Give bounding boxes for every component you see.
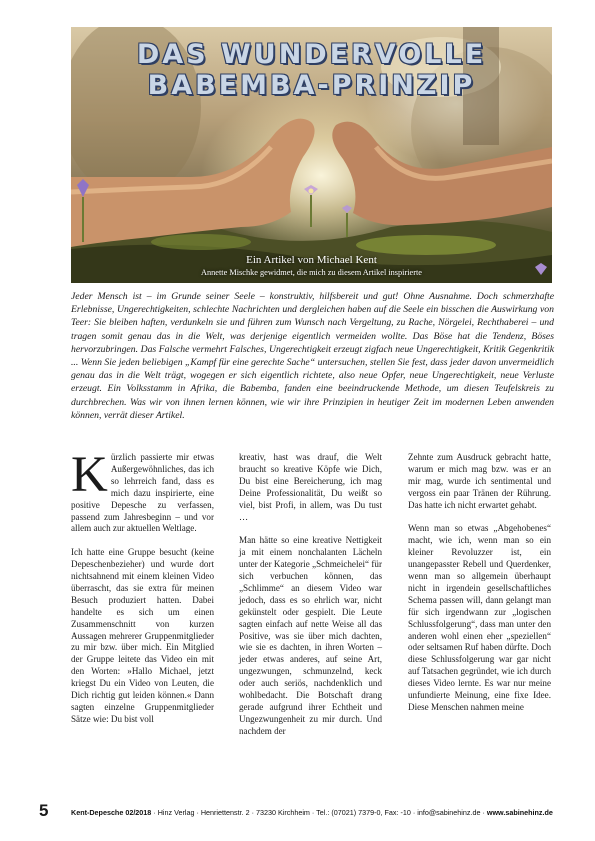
column-2 [239, 452, 382, 750]
dedication: Annette Mischke gewidmet, die mich zu diesem Artikel inspirierte [201, 268, 422, 277]
column-1 [71, 447, 214, 738]
footer [71, 808, 553, 817]
page-number: 5 [39, 801, 49, 820]
paragraph [71, 447, 214, 535]
paragraph: Ich hatte eine Gruppe besucht (keine Depeschenbezieher) und wurde dort nichtsahnend mit einem kleinen Video überrascht, das sie extra für meinen Besuch produziert hatten. Dabei handelte es sich um einen Zusammenschnitt von kurzen Aussagen mehrerer Gruppenmitglieder zu mir bzw. über mich. Ein Mitglied der Gruppe leitete das Video ein mit den Worten: »Hallo Michael, jetzt kriegst Du ein Video von Leuten, die Dich richtig gut leiden können.« Dann sagten einzelne Gruppenmitglieder Sätze wie: Du bist voll [71, 547, 214, 724]
paragraph: Man hätte so eine kreative Nettigkeit ja mit einem nonchalanten Lächeln unter der Kategorie „Schmeichelei“ für sich verbuchen können, das „Schlimme“ an diesem Video war jedoch, dass es so ehrlich war, nicht gekünstelt oder gespielt. Die Leute sagten einfach auf nette Weise all das Positive, was sie über mich dachten, wie sie es dachten, in ihren Worten – jeder etwas anderes, auf seine Art, ungezwungen, schmunzelnd, keck oder auch seriös, nachdenklich und wohlbedacht. Die Botschaft drang gerade aufgrund ihrer Echtheit und Ungezwungenheit zu mir durch. Und nachdem der [239, 535, 382, 736]
publisher-info: · Hinz Verlag · Henriettenstr. 2 · 73230 Kirchheim · Tel.: (07021) 7379-0, Fax: -10 · info@sabinehinz.de · [151, 808, 487, 817]
column-3 [408, 452, 551, 726]
article-title-line2: BABEMBA-PRINZIP [147, 70, 476, 101]
article-title-line1: DAS WUNDERVOLLE [136, 39, 487, 70]
drop-cap: K [71, 447, 108, 503]
paragraph: Wenn man so etwas „Abgehobenes“ macht, wie ich, wenn man so ein kleiner Revoluzzer ist, ein unangepasster Rebell und Querdenker, wenn man so allgemein überhaupt nicht in irgendein gesellschaftliches Schema passen will, dann gelangt man für sich irgendwann zur „logischen Schlussfolgerung“, dass man unter den anderen wohl einen eher „speziellen“ oder seltsamen Ruf haben dürfte. Doch diese Schlussfolgerung war gar nicht auf Tatsachen gegründet, wie ich durch dieses Video lernte. Es war nur meine unfundierte Meinung, eine fixe Idee. Diese Menschen nahmen meine [408, 523, 551, 713]
intro-paragraph: Jeder Mensch ist – im Grunde seiner Seele – konstruktiv, hilfsbereit und gut! Ohne Ausnahme. Doch schmerzhafte Erlebnisse, Ungerechtigkeiten, schlechte Nachrichten und dergleichen haben auf die Seele ein bisschen die Auswirkung von Teer: Sie bleiben haften, verdunkeln sie und führen zum Wunsch nach Vergeltung, zu Rache, Nörgelei, Rechthaberei – und tragen somit genau das in die Welt, was derjenige eigentlich vermeiden wollte. Das Böse hat die Tendenz, Böses hervorzubringen. Das Falsche vermehrt Falsches, Ungerechtigkeit erzeugt zigfach neue Ungerechtigkeit, Kritik Gegenkritik ... Wenn Sie jeden beliebigen „Kampf für eine gerechte Sache“ untersuchen, stellen Sie fest, dass jeder davon unvermeidlich genau das in die Welt trägt, wogegen er sich eigentlich richtete, also neue Opfer, neue Ungerechtigkeit, neue Verluste erzeugt. Ein Volksstamm in Afrika, die Babemba, fanden eine beeindruckende Methode, um diesen Teufelskreis zu durchbrechen. Was wir von ihnen lernen können, wie wir ihre Prinzipien in heutiger Zeit im modernen Leben anwenden können, verrät dieser Artikel. [71, 291, 554, 421]
hero-image [71, 27, 552, 283]
paragraph: kreativ, hast was drauf, die Welt braucht so kreative Köpfe wie Dich, Du bist eine Bereicherung, ich mag Deine Professionalität, Du weißt so viel, bist Profi, in allem, was Du tust … [239, 452, 382, 522]
paragraph-text: ürzlich passierte mir etwas Außergewöhnliches, das ich so lehrreich fand, dass es mich dazu inspirierte, eine positive Depesche zu verfassen, passend zum Jahresbeginn – und vor allem auch zur aktuellen Weltlage. [71, 452, 214, 534]
issue-label: Kent-Depesche 02/2018 [71, 808, 152, 817]
author-byline: Ein Artikel von Michael Kent [246, 254, 377, 266]
paragraph: Zehnte zum Ausdruck gebracht hatte, warum er mich mag bzw. was er an mir mag, wurde ich sentimental und vergoss ein paar Tränen der Rührung. Das hatte ich nicht erwartet gehabt. [408, 452, 551, 510]
website-link[interactable]: www.sabinehinz.de [486, 808, 553, 817]
